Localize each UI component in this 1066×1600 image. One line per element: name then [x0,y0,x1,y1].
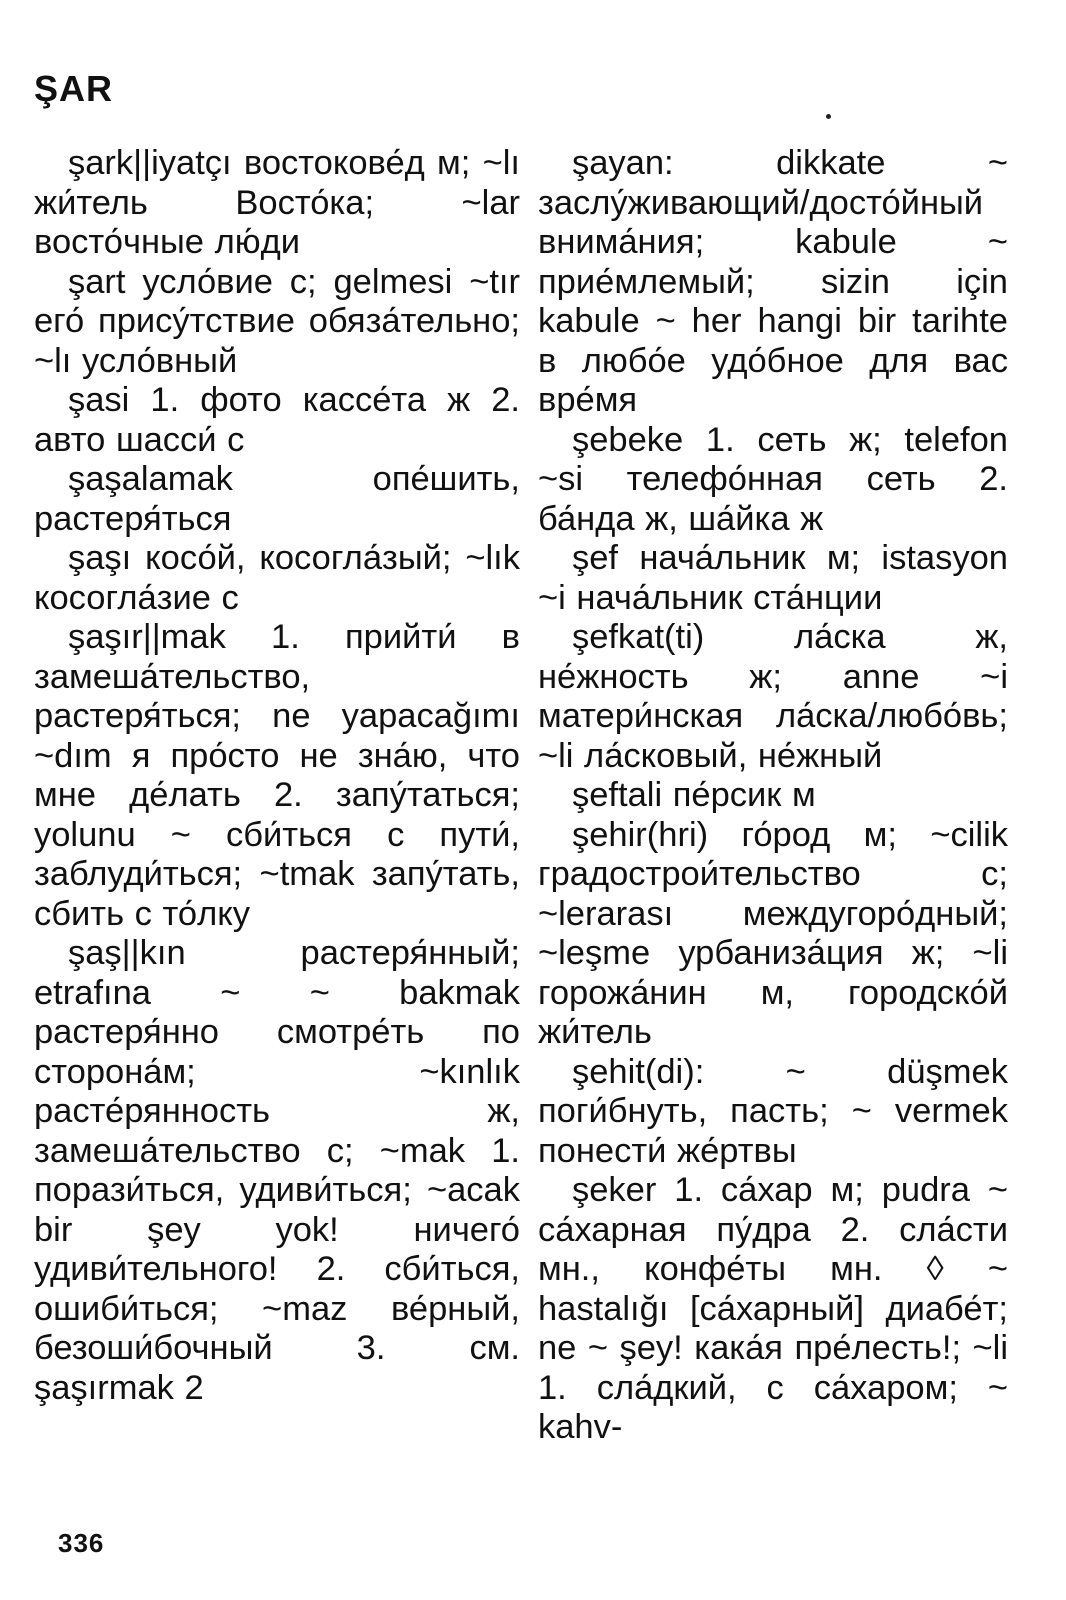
dictionary-entry: şaşalamak опе́шить, растеря́ться [34,460,520,538]
dictionary-entry: şeftali пе́рсик м [572,776,816,814]
dictionary-entry: şaşı косо́й, косогла́зый; ~lık косогла́зие с [34,539,520,617]
dictionary-entry: şaşır||mak 1. прийти́ в замеша́тельство, растеря́ться; ne yapacağımı ~dım я про́сто не зна́ю, что мне де́лать 2. запу́таться; yolunu ~ сби́ться с пути́, заблуди́ться; ~tmak запу́тать, сбить с то́лку [34,618,520,933]
dictionary-entry: şefkat(ti) ла́ска ж, не́жность ж; anne ~i матери́нская ла́ска/любо́вь; ~li ла́сковый, не́жный [538,618,1008,775]
running-header: ŞAR [34,68,114,109]
dictionary-entry: şaş||kın растеря́нный; etrafına ~ ~ bakmak растеря́нно смотре́ть по сторона́м; ~kınlık расте́рянность ж, замеша́тельство с; ~mak 1. порази́ться, удиви́ться; ~acak bir şey yok! ничего́ удиви́тельного! 2. сби́ться, ошиби́ться; ~maz ве́рный, безоши́бочный 3. см. şaşırmak 2 [34,934,520,1407]
print-dot [826,114,831,119]
dictionary-entry: şebeke 1. сеть ж; telefon ~si телефо́нная сеть 2. ба́нда ж, ша́йка ж [538,420,1008,538]
dictionary-entry: şef нача́льник м; istasyon ~i нача́льник ста́нции [538,539,1008,617]
dictionary-entry: şark||iyatçı востокове́д м; ~lı жи́тель Восто́ка; ~lar восто́чные лю́ди [34,144,520,261]
dictionary-entry: şehit(di): ~ düşmek поги́бнуть, пасть; ~ vermek понести́ же́ртвы [538,1052,1008,1170]
dictionary-entry: şayan: dikkate ~ заслу́живающий/досто́йный внима́ния; kabule ~ прие́млемый; sizin için kabule ~ her hangi bir tarihte в любо́е удо́бное для вас вре́мя [538,144,1008,419]
dictionary-entry: şehir(hri) го́род м; ~cilik градострои́тельство с; ~lerarası междугоро́дный; ~leşme урбаниза́ция ж; ~li горожа́нин м, городско́й жи́тель [538,815,1008,1051]
page-number: 336 [58,1528,105,1558]
dictionary-entry: şart усло́вие с; gelmesi ~tır его́ прису́тствие обяза́тельно; ~lı усло́вный [34,262,520,380]
left-column [34,144,520,1408]
dictionary-entry: şasi 1. фото кассе́та ж 2. авто шасси́ с [34,381,520,459]
dictionary-entry: şeker 1. са́хар м; pudra ~ са́харная пу́дра 2. сла́сти мн., конфе́ты мн. ◊ ~ hastalığı [са́харный] диабе́т; ne ~ şey! кака́я пре́лесть!; ~li 1. сла́дкий, с са́харом; ~ kahv- [538,1171,1008,1446]
right-column [538,144,1008,1448]
